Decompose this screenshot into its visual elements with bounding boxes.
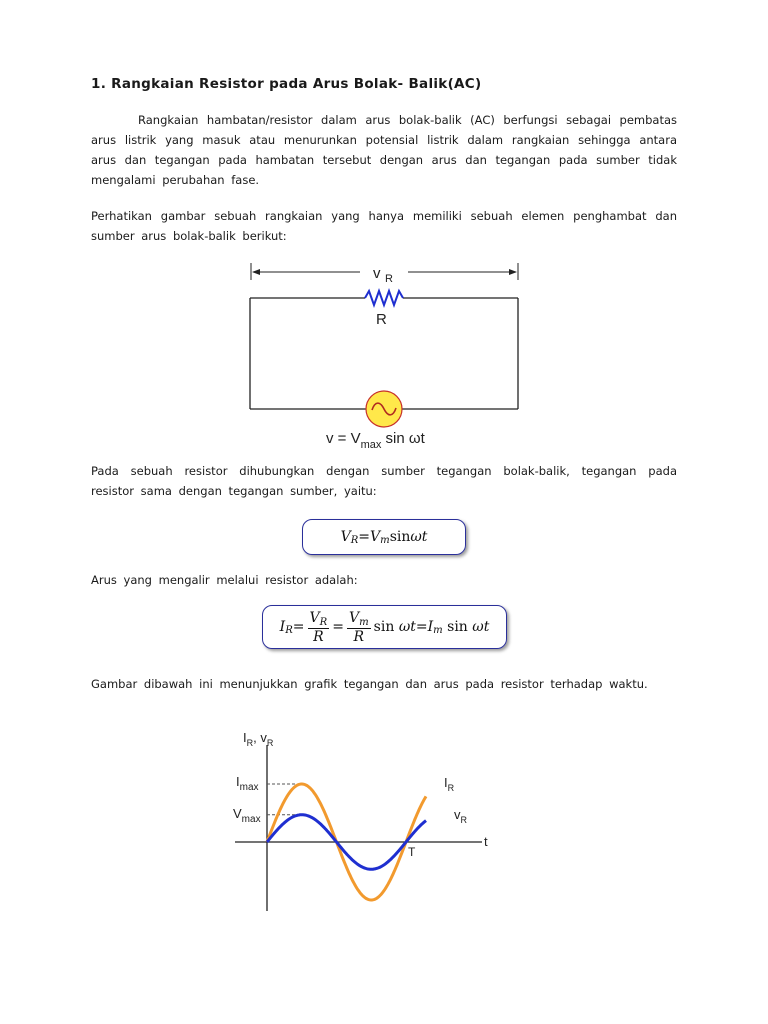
formula-function: sin bbox=[373, 619, 395, 635]
paragraph-text: Pada sebuah resistor dihubungkan dengan sumber tegangan bolak-balik, tegangan pada resistor sama dengan tegangan sumber, yaitu: bbox=[91, 464, 677, 498]
formula-rhs: V bbox=[370, 529, 381, 545]
paragraph-circuit-intro bbox=[91, 206, 677, 246]
formula-equals: = bbox=[415, 619, 428, 635]
voltage-formula-box bbox=[302, 519, 466, 555]
formula-argument: ωt bbox=[410, 529, 428, 545]
arrowhead-left bbox=[252, 269, 260, 275]
formula-equals: = bbox=[292, 619, 305, 635]
paragraph-graph-intro bbox=[91, 674, 677, 694]
current-formula-box bbox=[262, 605, 507, 649]
y-axis-label: $I_R$, $v_R$ bbox=[243, 730, 274, 748]
voltage-series-label: $v_R$ bbox=[454, 807, 467, 825]
voltage-label-sub: R bbox=[385, 273, 393, 285]
source-equation-left: $v = V_{max}$ sin ωt bbox=[326, 430, 425, 451]
section-heading: 1. Rangkaian Resistor pada Arus Bolak- Balik(AC) bbox=[91, 76, 482, 92]
formula-equals: = bbox=[358, 529, 371, 545]
fraction-vm-over-r: $\frac{V_m}{R}$ bbox=[348, 609, 369, 645]
formula-argument: ωt bbox=[472, 619, 490, 635]
current-series-label: $I_R$ bbox=[444, 775, 455, 793]
paragraph-text: Perhatikan gambar sebuah rangkaian yang hanya memiliki sebuah elemen penghambat dan sumber arus bolak-balik berikut: bbox=[91, 209, 677, 243]
arrowhead-right bbox=[509, 269, 517, 275]
imax-label: $I_{max}$ bbox=[236, 774, 259, 793]
formula-rhs-sub: m bbox=[380, 534, 390, 546]
resistor-label: R bbox=[376, 311, 387, 328]
paragraph-current-intro bbox=[91, 570, 677, 590]
formula-lhs-sub: R bbox=[285, 624, 293, 636]
formula-lhs: I bbox=[279, 619, 286, 635]
fraction-vr-over-r: $\frac{V_R}{R}$ bbox=[309, 609, 328, 645]
circuit-diagram bbox=[240, 258, 530, 453]
formula-lhs: V bbox=[340, 529, 351, 545]
formula-equals: = bbox=[332, 619, 344, 635]
formula-function: sin bbox=[389, 529, 411, 545]
formula-lhs-sub: R bbox=[350, 534, 359, 546]
paragraph-text: Rangkaian hambatan/resistor dalam arus bolak-balik (AC) berfungsi sebagai pembatas arus listrik yang masuk atau menurunkan potensial listrik dalam rangkaian sehingga antara arus dan tegangan pada hambatan tersebut dengan arus dan tegangan pada sumber tidak mengalami perubahan fase. bbox=[91, 113, 677, 187]
formula-im: I bbox=[427, 619, 434, 635]
paragraph-text: Gambar dibawah ini menunjukkan grafik tegangan dan arus pada resistor terhadap waktu. bbox=[91, 677, 648, 691]
formula-function: sin bbox=[447, 619, 468, 635]
formula-im-sub: m bbox=[433, 624, 443, 636]
paragraph-intro bbox=[91, 110, 677, 190]
period-label: T bbox=[408, 845, 416, 859]
vmax-label: $V_{max}$ bbox=[233, 806, 261, 825]
time-axis-label: t bbox=[484, 834, 488, 849]
voltage-label-main: v bbox=[373, 265, 381, 282]
paragraph-voltage-intro bbox=[91, 461, 677, 501]
resistor-icon bbox=[365, 291, 403, 305]
formula-argument: ωt bbox=[398, 619, 416, 635]
paragraph-text: Arus yang mengalir melalui resistor adalah: bbox=[91, 573, 358, 587]
waveform-graph bbox=[225, 725, 500, 915]
